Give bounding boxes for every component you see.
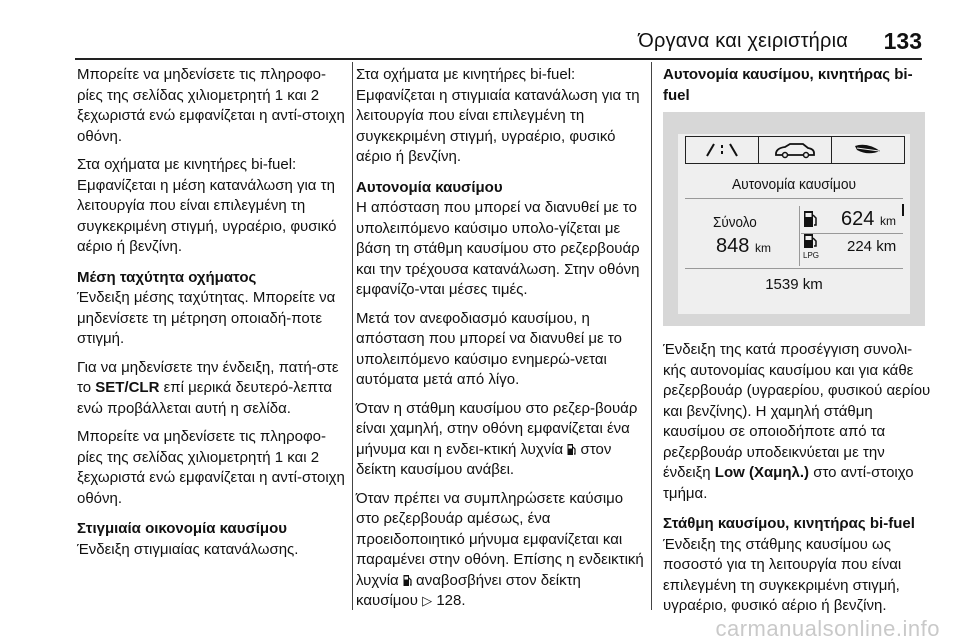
- column-1: [77, 65, 347, 568]
- paragraph: Η απόσταση που μπορεί να διανυθεί με το υπολειπόμενο καύσιμο υπολο‐γίζεται με βάση τη στάθμη καυσίμου στο ρεζερβουάρ και την τρέχουσα κατανάλωση. Στην οθόνη εμφανίζο‐νται μέσες τιμές.: [356, 199, 640, 298]
- paragraph: Μπορείτε να μηδενίσετε τις πληροφο‐ρίες της σελίδας χιλιομετρητή 1 και 2 ξεχωριστά ενώ εμφανίζεται η αντί‐στοιχη οθόνη.: [77, 428, 345, 507]
- paragraph: Ένδειξη της στάθμης καυσίμου ως ποσοστό για τη λειτουργία που είναι επιλεγμένη τη συγκεκριμένη στιγμή, υγραέριο, φυσικό αέριο ή βενζίνη.: [663, 535, 902, 614]
- divider: [799, 206, 801, 266]
- petrol-pump-icon: [803, 209, 819, 229]
- odometer: 1539 km: [765, 276, 823, 293]
- section-title: Όργανα και χειριστήρια: [638, 30, 848, 52]
- eco-leaf-icon: [853, 142, 883, 158]
- display-title: Αυτονομία καυσίμου: [731, 176, 857, 193]
- total-range: 848 km: [716, 235, 771, 257]
- column-3: [663, 65, 933, 106]
- display-tabs: [685, 136, 905, 164]
- paragraph: Ένδειξη μέσης ταχύτητας. Μπορείτε να μηδενίσετε τη μέτρηση οποιαδή‐ποτε στιγμή.: [77, 289, 336, 347]
- paragraph: Όταν η στάθμη καυσίμου στο ρεζερ‐βουάρ είναι χαμηλή, στην οθόνη εμφανίζεται ένα μήνυμα και η ενδει‐κτική λυχνία στον δείκτη καυσίμου ανάβει.: [356, 399, 638, 478]
- petrol-range: 624 km: [841, 208, 896, 230]
- lpg-range: 224 km: [847, 238, 897, 255]
- reference-arrow-icon: ▷: [422, 593, 433, 608]
- header-rule: [75, 58, 922, 60]
- paragraph: Ένδειξη στιγμιαίας κατανάλωσης.: [77, 540, 299, 558]
- heading-bifuel-range: Αυτονομία καυσίμου, κινητήρας bi-fuel: [663, 66, 913, 104]
- page-number: 133: [883, 28, 922, 54]
- car-icon: [773, 141, 817, 159]
- tab-car: [759, 137, 832, 163]
- column-divider: [651, 62, 652, 610]
- lpg-label: LPG: [803, 251, 820, 260]
- paragraph: Όταν πρέπει να συμπληρώσετε καύσιμο στο ρεζερβουάρ αμέσως, ένα προειδοποιητικό μήνυμα εμφανίζεται και παραμένει στην οθόνη. Επίσης η ενδεικτική λυχνία αναβοσβήνει στον δείκτη καυσίμου ▷ 128.: [356, 489, 646, 612]
- divider: [685, 198, 903, 199]
- column-3-lower: [663, 340, 933, 625]
- heading-fuel-range: Αυτονομία καυσίμου: [356, 178, 503, 196]
- paragraph: Μπορείτε να μηδενίσετε τις πληροφο‐ρίες της σελίδας χιλιομετρητή 1 και 2 ξεχωριστά ενώ εμφανίζεται η αντί‐στοιχη οθόνη.: [77, 66, 345, 145]
- heading-bifuel-level: Στάθμη καυσίμου, κινητήρας bi-fuel: [663, 515, 915, 532]
- watermark: carmanualsonline.info: [715, 616, 940, 641]
- road-icon: [703, 142, 741, 158]
- paragraph: Στα οχήματα με κινητήρες bi-fuel: Εμφανίζεται η στιγμιαία κατανάλωση για τη λειτουργία που είναι επιλεγμένη τη συγκεκριμένη στιγμή, υγραέριο, φυσικό αέριο ή βενζίνη.: [356, 66, 640, 165]
- button-name: SET/CLR: [95, 379, 160, 396]
- page-reference[interactable]: 128.: [436, 592, 466, 609]
- tab-road: [686, 137, 759, 163]
- level-marker: [902, 204, 904, 216]
- divider: [685, 268, 903, 269]
- paragraph: Για να μηδενίσετε την ένδειξη, πατή‐στε το SET/CLR επί μερικά δευτερό‐λεπτα ενώ προβάλλεται αυτή η σελίδα.: [77, 358, 339, 417]
- total-label: Σύνολο: [713, 214, 757, 231]
- info-display-figure: [663, 112, 925, 326]
- paragraph: Ένδειξη της κατά προσέγγιση συνολι‐κής αυτονομίας καυσίμου και για κάθε ρεζερβουάρ (υγραερίου, φυσικού αερίου και βενζίνης). Η χαμηλή στάθμη καυσίμου σε οποιοδήποτε από τα ρεζερβουάρ υποδεικνύεται με την ένδειξη Low (Χαμηλ.) στο αντί‐στοιχο τμήμα.: [663, 341, 931, 502]
- low-indicator-text: Low (Χαμηλ.): [714, 464, 810, 481]
- footer: [0, 614, 960, 642]
- column-2: [356, 65, 646, 620]
- heading-instant-economy: Στιγμιαία οικονομία καυσίμου: [77, 520, 287, 537]
- lpg-pump-icon: [803, 232, 819, 252]
- fuel-pump-icon: [403, 574, 412, 587]
- heading-average-speed: Μέση ταχύτητα οχήματος: [77, 268, 257, 286]
- column-divider: [352, 62, 353, 610]
- paragraph: Στα οχήματα με κινητήρες bi-fuel: Εμφανίζεται η μέση κατανάλωση για τη λειτουργία που είναι επιλεγμένη τη συγκεκριμένη στιγμή, υγραέριο, φυσικό αέριο ή βενζίνη.: [77, 156, 337, 255]
- tab-eco: [832, 137, 904, 163]
- page-header: [0, 0, 960, 62]
- paragraph: Μετά τον ανεφοδιασμό καυσίμου, η απόσταση που μπορεί να διανυθεί με το υπολειπόμενο καύσιμο ενημερώ‐νεται αυτόματα μετά από λίγο.: [356, 309, 622, 388]
